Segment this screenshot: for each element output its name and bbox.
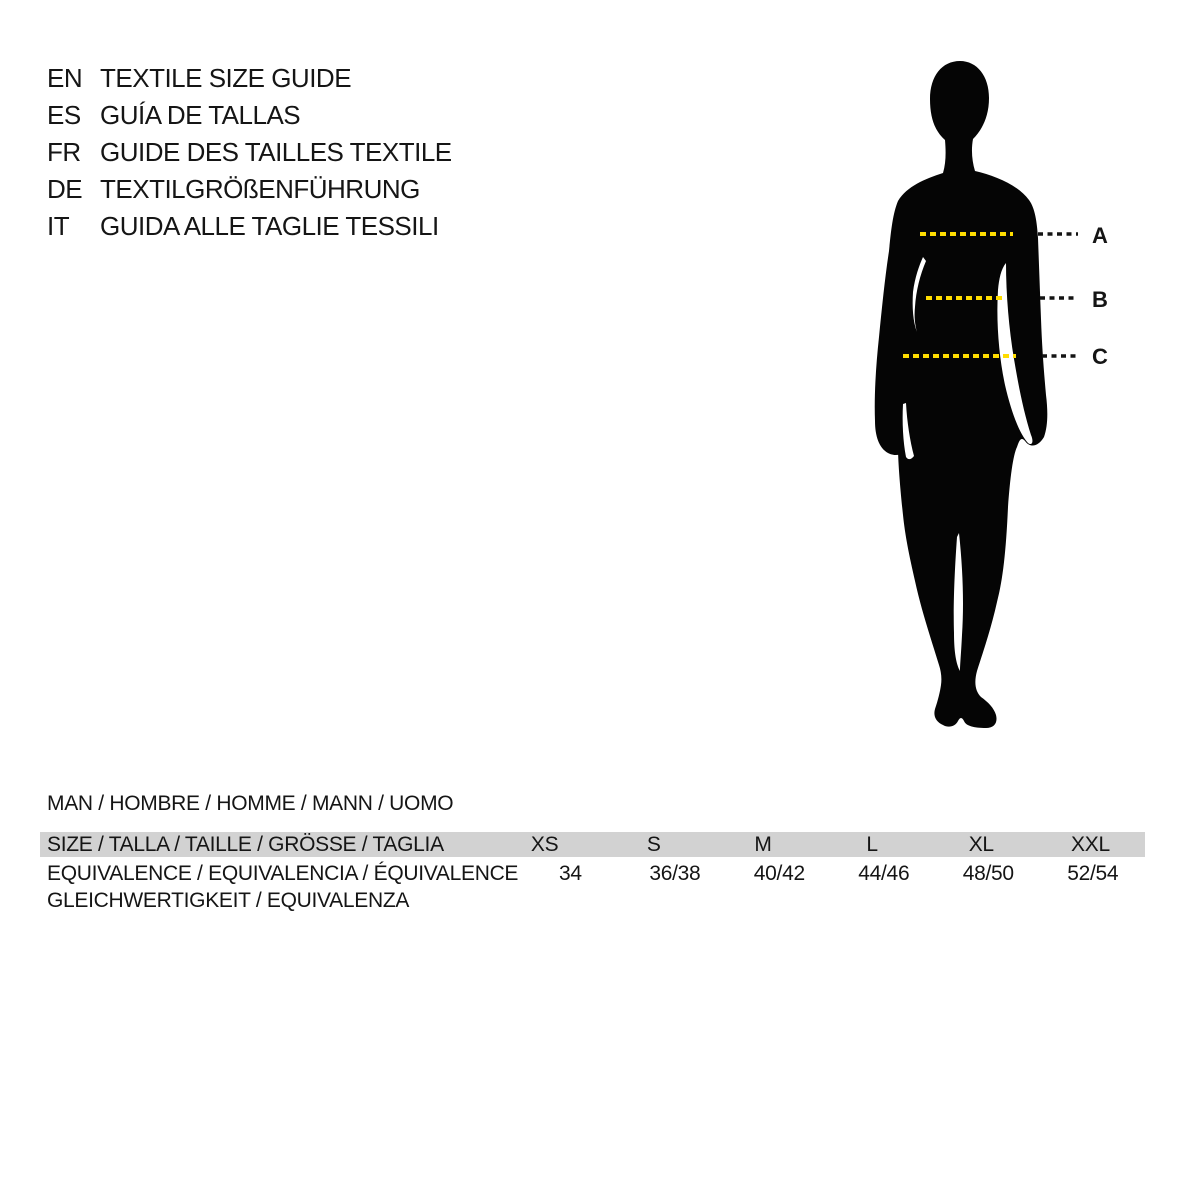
size-col-xxl: XXL xyxy=(1071,833,1110,856)
equivalence-s: 36/38 xyxy=(649,862,701,885)
guide-title: GUIDA ALLE TAGLIE TESSILI xyxy=(100,211,439,241)
measure-label-c: C xyxy=(1092,344,1108,369)
size-col-m: M xyxy=(754,833,772,856)
size-col-xs: XS xyxy=(530,833,559,856)
guide-title: GUIDE DES TAILLES TEXTILE xyxy=(100,137,452,167)
size-header-label: SIZE / TALLA / TAILLE / GRÖSSE / TAGLIA xyxy=(47,833,444,856)
guide-title: TEXTILGRÖßENFÜHRUNG xyxy=(100,174,420,204)
equivalence-m: 40/42 xyxy=(753,862,805,885)
equivalence-row xyxy=(40,861,1145,887)
section-title-man: MAN / HOMBRE / HOMME / MANN / UOMO xyxy=(47,792,454,815)
guide-title: TEXTILE SIZE GUIDE xyxy=(100,63,352,93)
equivalence-xs: 34 xyxy=(559,862,582,885)
equivalence-label: EQUIVALENCE / EQUIVALENCIA / ÉQUIVALENCE xyxy=(47,862,519,885)
measure-label-a: A xyxy=(1092,223,1108,248)
list-item xyxy=(47,208,452,245)
language-code: DE xyxy=(47,174,83,204)
list-item xyxy=(47,60,452,97)
equivalence-xxl: 52/54 xyxy=(1067,862,1119,885)
list-item xyxy=(47,134,452,171)
equivalence-l: 44/46 xyxy=(858,862,910,885)
language-title-list xyxy=(47,60,452,245)
language-code: EN xyxy=(47,63,83,93)
size-col-xl: XL xyxy=(968,833,994,856)
measurement-diagram xyxy=(860,45,1110,745)
guide-title: GUÍA DE TALLAS xyxy=(100,100,301,130)
equivalence-xl: 48/50 xyxy=(962,862,1014,885)
list-item xyxy=(47,171,452,208)
language-code: IT xyxy=(47,211,70,241)
language-code: FR xyxy=(47,137,81,167)
language-code: ES xyxy=(47,100,81,130)
list-item xyxy=(47,97,452,134)
size-col-s: S xyxy=(646,833,661,856)
measure-label-b: B xyxy=(1092,287,1108,312)
size-table-header-row xyxy=(40,832,1145,857)
size-col-l: L xyxy=(866,833,878,856)
equivalence-label-line2: GLEICHWERTIGKEIT / EQUIVALENZA xyxy=(47,889,410,912)
